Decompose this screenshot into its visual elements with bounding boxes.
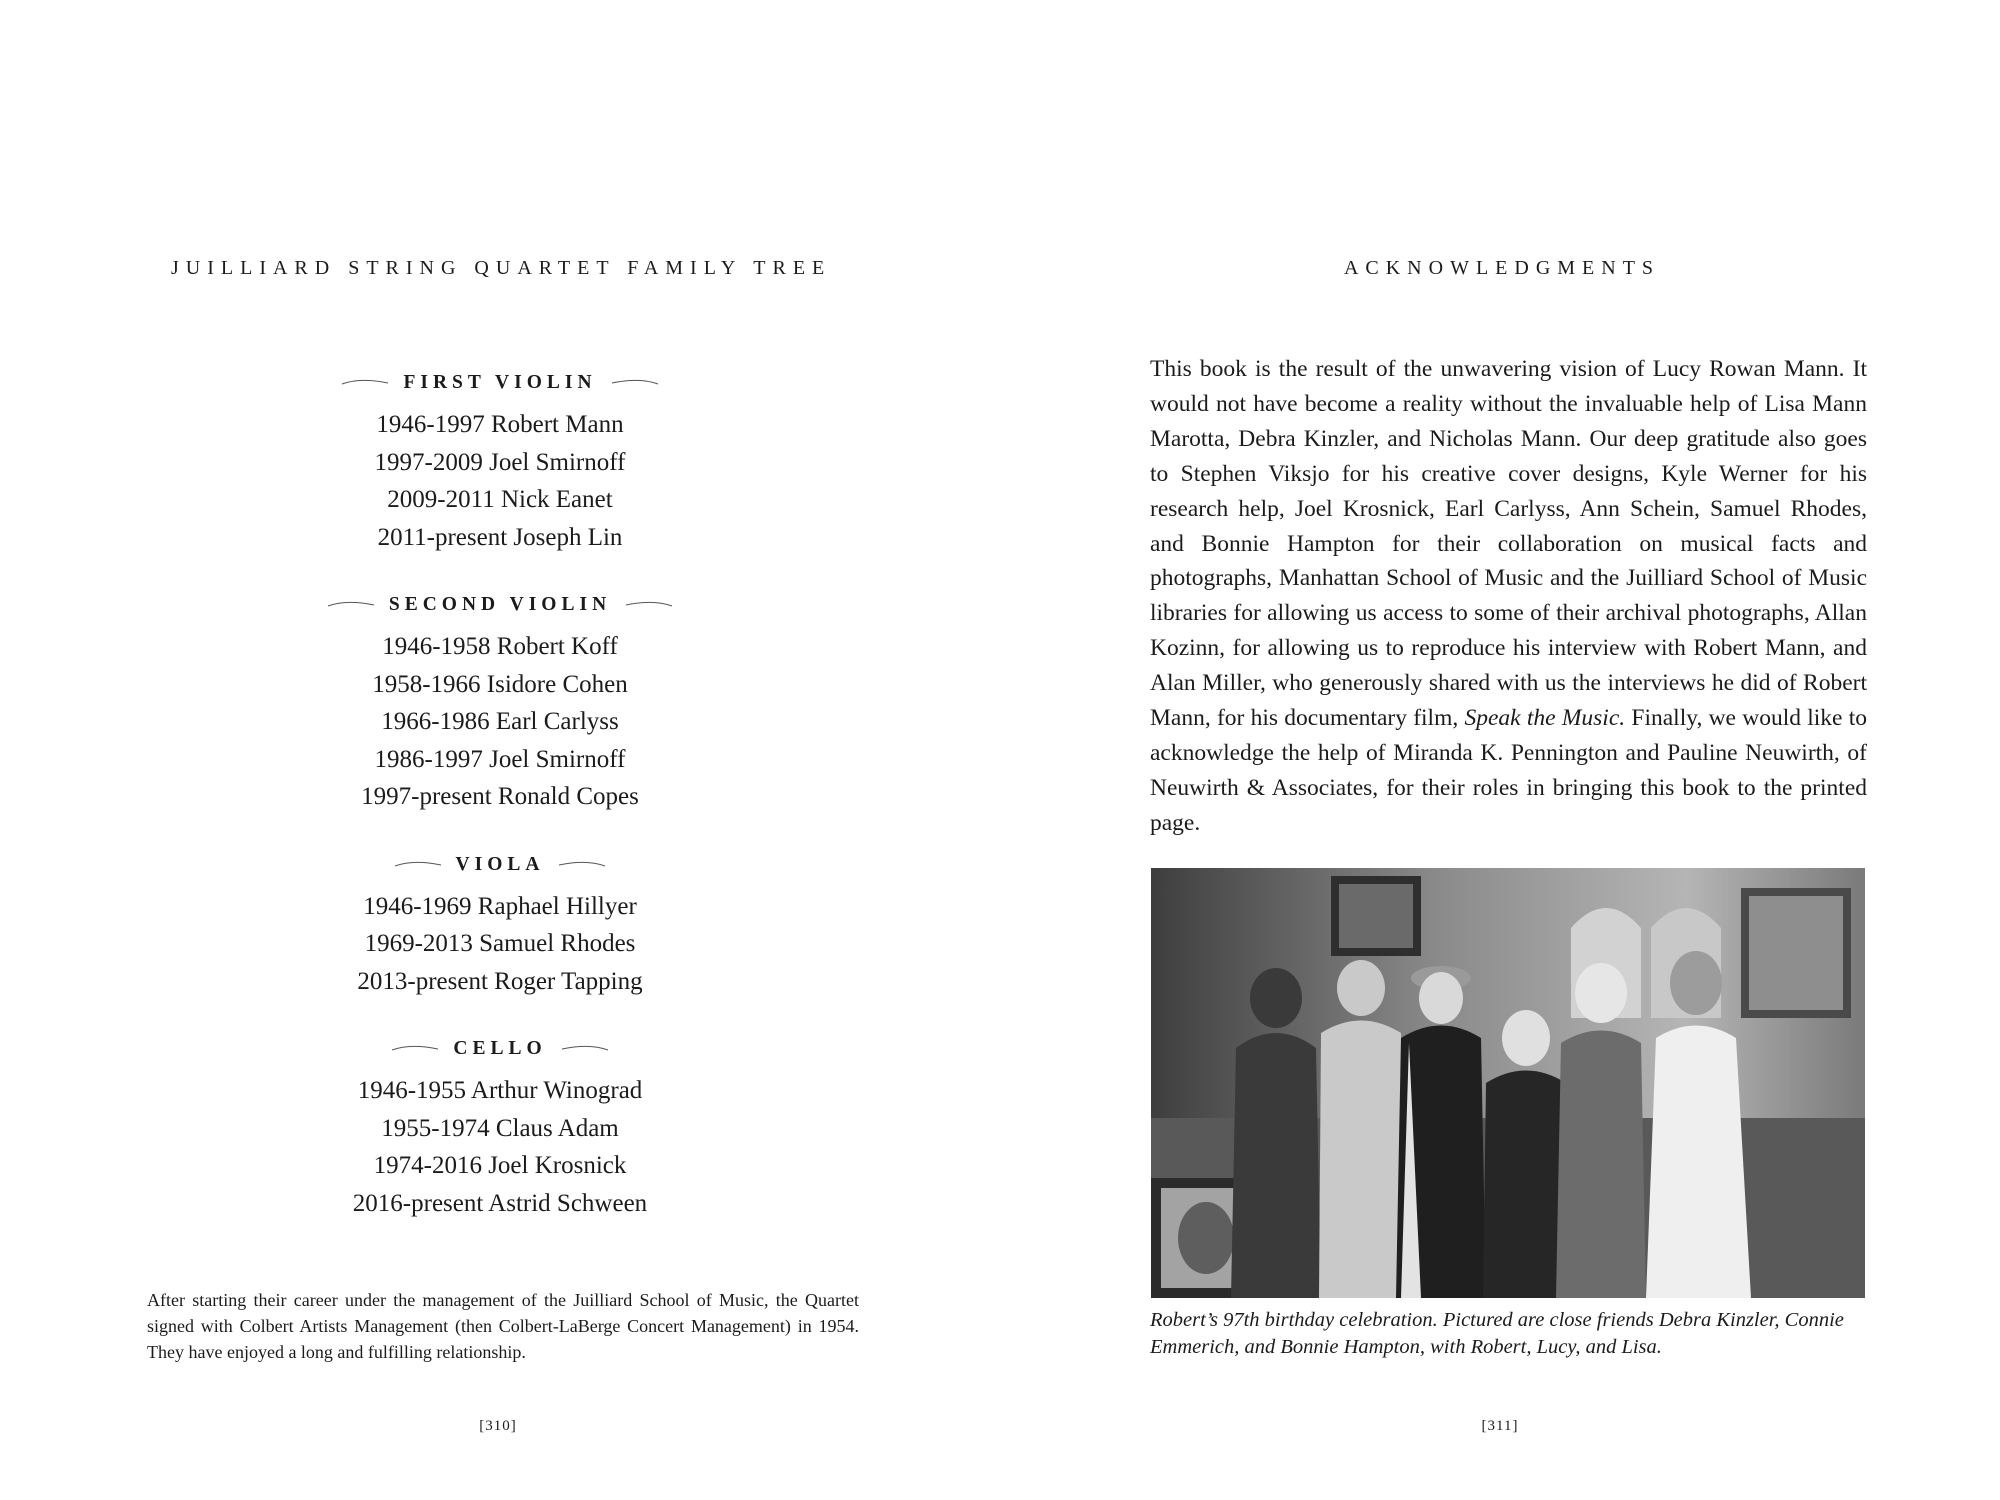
management-note: After starting their career under the management of the Juilliard School of Music, the Quartet signed with Colbert Artists Management (then Colbert-LaBerge Concert Management) in 1954. They have enjoyed a long and fulfilling relationship. [147,1290,859,1362]
member-entry: 1946-1969 Raphael Hillyer [363,892,637,920]
section-viola [0,850,1000,1001]
member-entry: 1974-2016 Joel Krosnick [373,1152,627,1179]
acknowledgments-text [1150,352,1867,841]
section-label: CELLO [453,1038,547,1059]
section-label: VIOLA [455,853,545,875]
flourish-right-icon [561,1044,609,1054]
page-number: [311] [1481,1418,1519,1434]
member-entry: 1946-1958 Robert Koff [382,633,618,660]
member-entry: 1997-present Ronald Copes [361,783,639,810]
section-second-violin [0,590,1000,816]
ack-text-part-2: Finally, we would like to acknowledge the help of Miranda K. Pennington and Pauline Neuwirth, of Neuwirth & Associates, for their roles in bringing this book to the printed page. [1150,705,1867,836]
member-entry: 1958-1966 Isidore Cohen [372,670,628,698]
photo-caption: Robert’s 97th birthday celebration. Pictured are close friends Debra Kinzler, Connie Emmerich, and Bonnie Hampton, with Robert, Lucy, and Lisa. [1150,1309,1844,1358]
flourish-right-icon [625,600,673,610]
member-entry: 2013-present Roger Tapping [357,967,643,995]
right-page [1000,0,2000,1500]
member-entry: 1969-2013 Samuel Rhodes [364,930,636,957]
member-entry: 1986-1997 Joel Smirnoff [374,745,626,773]
member-entry: 2016-present Astrid Schween [352,1189,648,1217]
page-number: [310] [479,1418,517,1434]
member-entry: 1955-1974 Claus Adam [381,1114,619,1142]
section-label: FIRST VIOLIN [403,372,597,393]
section-title [0,590,1000,620]
member-entry: 1946-1997 Robert Mann [376,411,624,438]
flourish-left-icon [327,600,375,610]
flourish-left-icon [391,1044,439,1054]
birthday-photo-image [1151,868,1865,1298]
section-title [0,368,1000,398]
flourish-right-icon [611,378,659,388]
section-title [0,1034,1000,1064]
member-entry: 2009-2011 Nick Eanet [387,486,613,513]
section-cello [0,1034,1000,1222]
running-head-left: JUILLIARD STRING QUARTET FAMILY TREE [171,257,832,279]
family-tree [0,368,1000,1256]
birthday-photo [1151,868,1865,1298]
member-entry: 2011-present Joseph Lin [377,523,623,551]
member-entry: 1997-2009 Joel Smirnoff [374,448,626,476]
section-label: SECOND VIOLIN [388,594,612,615]
member-entry: 1946-1955 Arthur Winograd [357,1077,643,1104]
film-title: Speak the Music. [1464,705,1626,732]
section-first-violin [0,368,1000,556]
member-entry: 1966-1986 Earl Carlyss [381,708,619,735]
section-title [0,850,1000,880]
flourish-left-icon [394,860,442,870]
flourish-right-icon [558,860,606,870]
running-head-right: ACKNOWLEDGMENTS [1343,257,1661,279]
ack-text-part-1: This book is the result of the unwavering vision of Lucy Rowan Mann. It would not have become a reality without the invaluable help of Lisa Mann Marotta, Debra Kinzler, and Nicholas Mann. Our deep gratitude also goes to Stephen Viksjo for his creative cover designs, Kyle Werner for his research help, Joel Krosnick, Earl Carlyss, Ann Schein, Samuel Rhodes, and Bonnie Hampton for their collaboration on musical facts and photographs, Manhattan School of Music and the Juilliard School of Music libraries for allowing us access to some of their archival photographs, Allan Kozinn, for allowing us to reproduce his interview with Robert Mann, and Alan Miller, who generously shared with us the interviews he did of Robert Mann, for his documentary film, [1150,356,1867,732]
flourish-left-icon [341,378,389,388]
